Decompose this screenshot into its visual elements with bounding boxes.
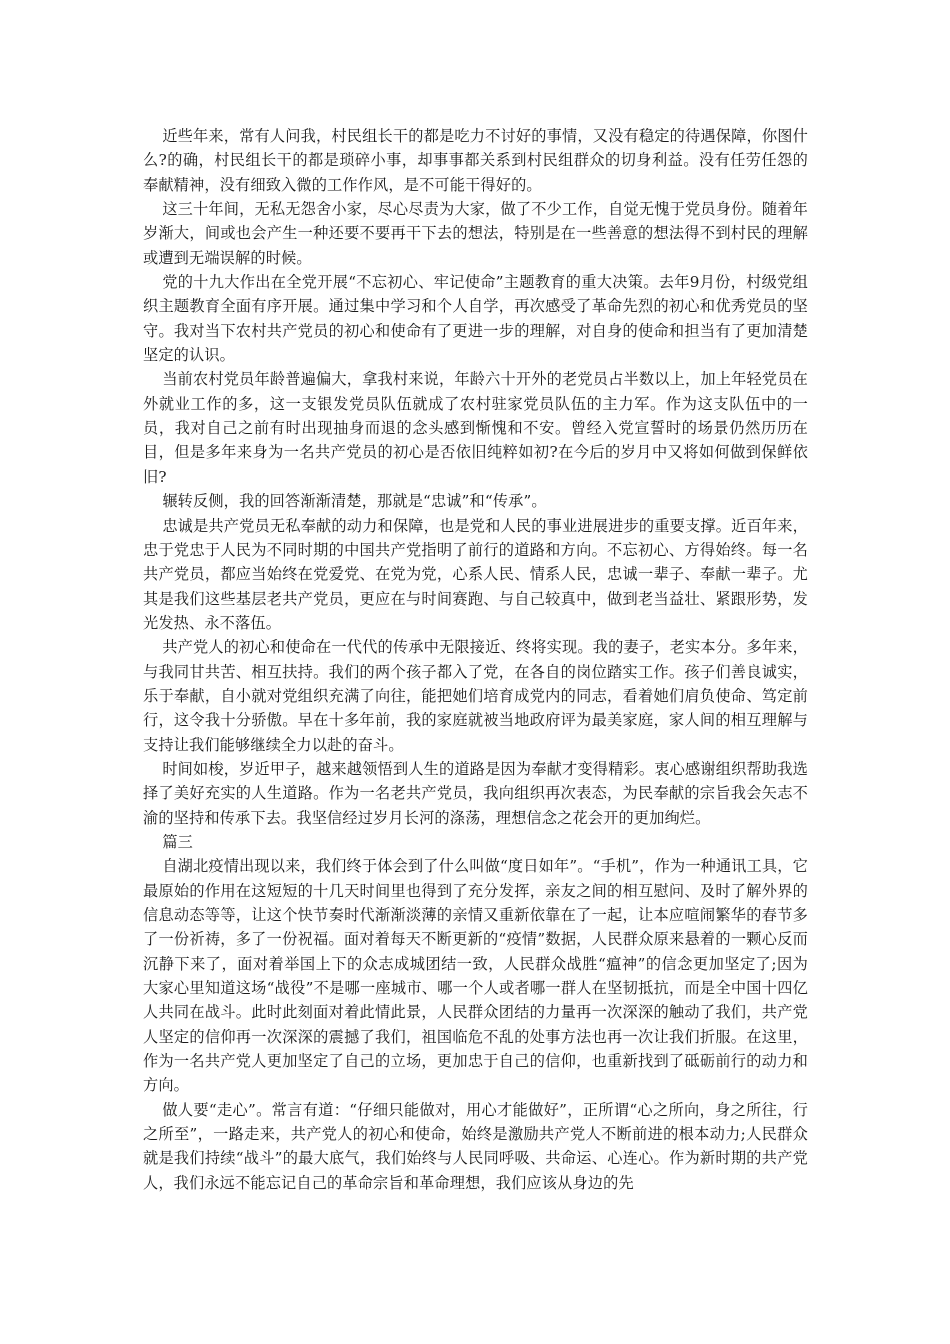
paragraph: 做人要“走心”。常言有道：“仔细只能做对，用心才能做好”，正所谓“心之所向，身之所往，行之所至”，一路走来，共产党人的初心和使命，始终是激励共产党人不断前进的根本动力;人民群众就是我们持续“战斗”的最大底气，我们始终与人民同呼吸、共命运、心连心。作为新时期的共产党人，我们永远不能忘记自己的革命宗旨和革命理想，我们应该从身边的先 — [143, 1100, 808, 1192]
paragraph: 辗转反侧，我的回答渐渐清楚，那就是“忠诚”和“传承”。 — [162, 492, 547, 511]
document-body — [143, 124, 808, 1195]
paragraph: 忠诚是共产党员无私奉献的动力和保障，也是党和人民的事业进展进步的重要支撑。近百年来，忠于党忠于人民为不同时期的中国共产党指明了前行的道路和方向。不忘初心、方得始终。每一名共产党员，都应当始终在党爱党、在党为党，心系人民、情系人民，忠诚一辈子、奉献一辈子。尤其是我们这些基层老共产党员，更应在与时间赛跑、与自己较真中，做到老当益壮、紧跟形势，发光发热、永不落伍。 — [143, 516, 808, 632]
section-heading: 篇三 — [162, 832, 193, 851]
paragraph: 时间如梭，岁近甲子，越来越领悟到人生的道路是因为奉献才变得精彩。衷心感谢组织帮助我选择了美好充实的人生道路。作为一名老共产党员，我向组织再次表态，为民奉献的宗旨我会矢志不渝的坚持和传承下去。我坚信经过岁月长河的涤荡，理想信念之花会开的更加绚烂。 — [143, 759, 808, 827]
paragraph: 近些年来，常有人问我，村民组长干的都是吃力不讨好的事情，又没有稳定的待遇保障，你图什么?的确，村民组长干的都是琐碎小事，却事事都关系到村民组群众的切身利益。没有任劳任怨的奉献精神，没有细致入微的工作作风，是不可能干得好的。 — [143, 127, 808, 194]
paragraph: 共产党人的初心和使命在一代代的传承中无限接近、终将实现。我的妻子，老实本分。多年来，与我同甘共苦、相互扶持。我们的两个孩子都入了党，在各自的岗位踏实工作。孩子们善良诚实，乐于奉献，自小就对党组织充满了向往，能把她们培育成党内的同志，看着她们肩负使命、笃定前行，这令我十分骄傲。早在十多年前，我的家庭就被当地政府评为最美家庭，家人间的相互理解与支持让我们能够继续全力以赴的奋斗。 — [143, 638, 808, 754]
paragraph: 自湖北疫情出现以来，我们终于体会到了什么叫做“度日如年”。“手机”，作为一种通讯工具，它最原始的作用在这短短的十几天时间里也得到了充分发挥，亲友之间的相互慰问、及时了解外界的信息动态等等，让这个快节奏时代渐渐淡薄的亲情又重新依靠在了一起，让本应喧闹繁华的春节多了一份祈祷，多了一份祝福。面对着每天不断更新的“疫情”数据，人民群众原来悬着的一颗心反而沉静下来了，面对着举国上下的众志成城团结一致，人民群众战胜“瘟神”的信念更加坚定了;因为大家心里知道这场“战役”不是哪一座城市、哪一个人或者哪一群人在坚韧抵抗，而是全中国十四亿人共同在战斗。此时此刻面对着此情此景，人民群众团结的力量再一次深深的触动了我们，共产党人坚定的信仰再一次深深的震撼了我们，祖国临危不乱的处事方法也再一次让我们折服。在这里，作为一名共产党人更加坚定了自己的立场，更加忠于自己的信仰，也重新找到了砥砺前行的动力和方向。 — [143, 857, 808, 1095]
paragraph: 当前农村党员年龄普遍偏大，拿我村来说，年龄六十开外的老党员占半数以上，加上年轻党员在外就业工作的多，这一支银发党员队伍就成了农村驻家党员队伍的主力军。作为这支队伍中的一员，我对自己之前有时出现抽身而退的念头感到惭愧和不安。曾经入党宣誓时的场景仍然历历在目，但是多年来身为一名共产党员的初心是否依旧纯粹如初?在今后的岁月中又将如何做到保鲜依旧? — [143, 370, 808, 486]
paragraph: 党的十九大作出在全党开展“不忘初心、牢记使命”主题教育的重大决策。去年9月份，村级党组织主题教育全面有序开展。通过集中学习和个人自学，再次感受了革命先烈的初心和优秀党员的坚守。我对当下农村共产党员的初心和使命有了更进一步的理解，对自身的使命和担当有了更加清楚坚定的认识。 — [143, 273, 808, 365]
paragraph: 这三十年间，无私无怨舍小家，尽心尽责为大家，做了不少工作，自觉无愧于党员身份。随着年岁渐大，间或也会产生一种还要不要再干下去的想法，特别是在一些善意的想法得不到村民的理解或遭到无端误解的时候。 — [143, 200, 808, 267]
